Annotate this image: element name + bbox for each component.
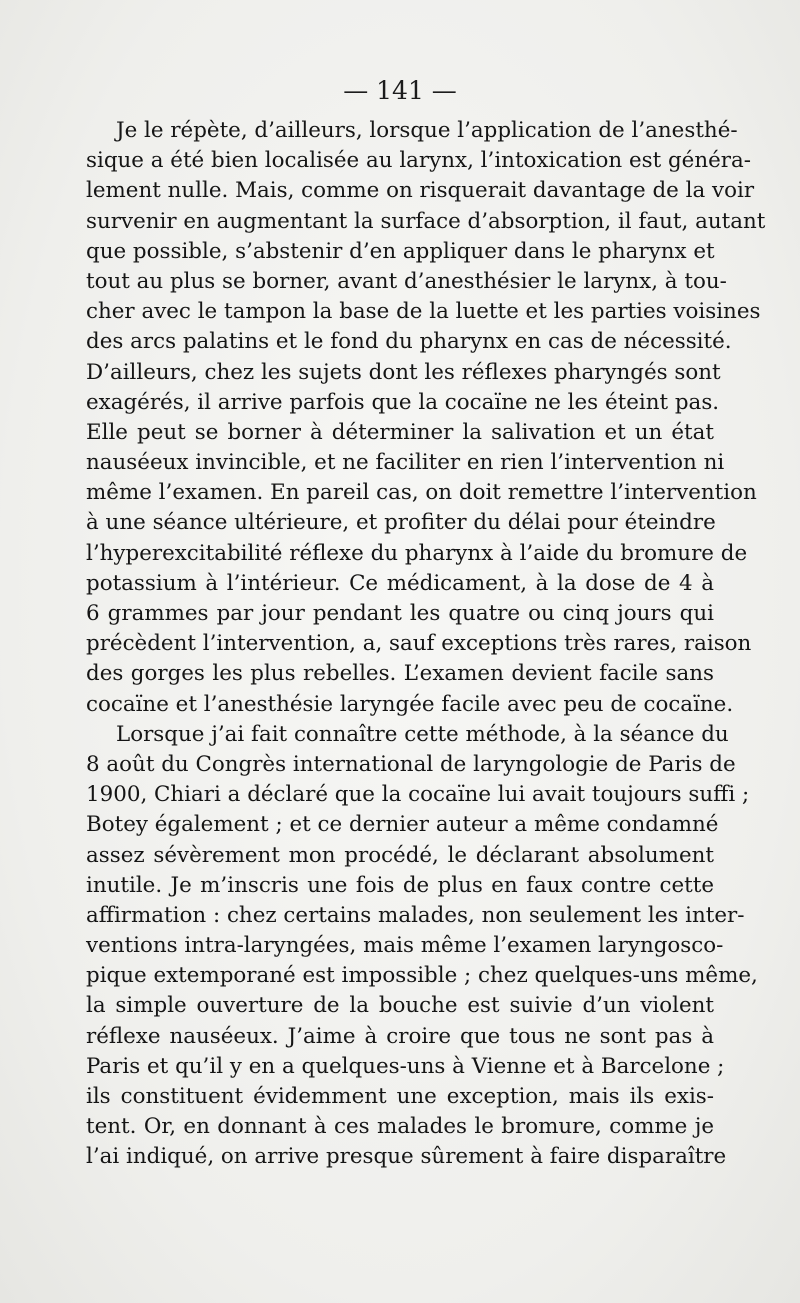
text-line: potassium à l’intérieur. Ce médicament, à la dose de 4 à (86, 570, 714, 596)
text-line: des arcs palatins et le fond du pharynx en cas de nécessité. (86, 329, 732, 355)
text-line: Paris et qu’il y en a quelques-uns à Vienne et à Barcelone ; (86, 1053, 725, 1079)
text-line: Lorsque j’ai fait connaître cette méthode, à la séance du (116, 721, 729, 747)
text-line: lement nulle. Mais, comme on risquerait davantage de la voir (86, 178, 755, 204)
text-line: inutile. Je m’inscris une fois de plus en faux contre cette (86, 872, 714, 898)
text-line: pique extemporané est impossible ; chez quelques-uns même, (86, 963, 758, 989)
text-line: même l’examen. En pareil cas, on doit remettre l’intervention (86, 480, 757, 506)
text-line: exagérés, il arrive parfois que la cocaïne ne les éteint pas. (86, 389, 720, 415)
text-line: 8 août du Congrès international de laryngologie de Paris de (86, 751, 736, 777)
text-line: précèdent l’intervention, a, sauf exceptions très rares, raison (86, 631, 752, 657)
text-line: cher avec le tampon la base de la luette et les parties voisines (86, 299, 761, 325)
page-number: — 141 — (343, 76, 457, 105)
text-line: ils constituent évidemment une exception, mais ils exis- (86, 1084, 714, 1109)
text-line: assez sévèrement mon procédé, le déclarant absolument (86, 842, 714, 868)
text-line: Je le répète, d’ailleurs, lorsque l’application de l’anesthé- (116, 118, 738, 143)
text-line: cocaïne et l’anesthésie laryngée facile avec peu de cocaïne. (86, 691, 734, 717)
text-line: que possible, s’abstenir d’en appliquer dans le pharynx et (86, 238, 715, 264)
text-line: tent. Or, en donnant à ces malades le bromure, comme je (86, 1114, 714, 1140)
text-line: la simple ouverture de la bouche est suivie d’un violent (86, 993, 714, 1019)
text-line: Elle peut se borner à déterminer la salivation et un état (86, 419, 714, 445)
text-line: l’hyperexcitabilité réflexe du pharynx à l’aide du bromure de (86, 540, 748, 566)
text-line: réflexe nauséeux. J’aime à croire que tous ne sont pas à (86, 1023, 714, 1049)
text-line: D’ailleurs, chez les sujets dont les réflexes pharyngés sont (86, 359, 721, 385)
text-line: 1900, Chiari a déclaré que la cocaïne lui avait toujours suffi ; (86, 782, 750, 808)
paragraph (86, 720, 758, 1173)
text-line: nauséeux invincible, et ne faciliter en rien l’intervention ni (86, 450, 725, 476)
text-line: affirmation : chez certains malades, non seulement les inter- (86, 902, 745, 928)
text-line: Botey également ; et ce dernier auteur a même condamné (86, 812, 719, 838)
text-line: à une séance ultérieure, et profiter du délai pour éteindre (86, 510, 716, 536)
text-line: tout au plus se borner, avant d’anesthésier le larynx, à tou- (86, 268, 727, 294)
text-line: des gorges les plus rebelles. L’examen devient facile sans (86, 661, 714, 687)
text-line: l’ai indiqué, on arrive presque sûrement à faire disparaître (86, 1144, 727, 1170)
text-line: sique a été bien localisée au larynx, l’intoxication est généra- (86, 148, 751, 174)
text-line: 6 grammes par jour pendant les quatre ou cinq jours qui (86, 601, 714, 626)
text-line: survenir en augmentant la surface d’absorption, il faut, autant (86, 208, 766, 234)
paragraph (86, 116, 766, 720)
body-text (86, 116, 766, 1173)
text-line: ventions intra-laryngées, mais même l’examen laryngosco- (86, 933, 724, 959)
